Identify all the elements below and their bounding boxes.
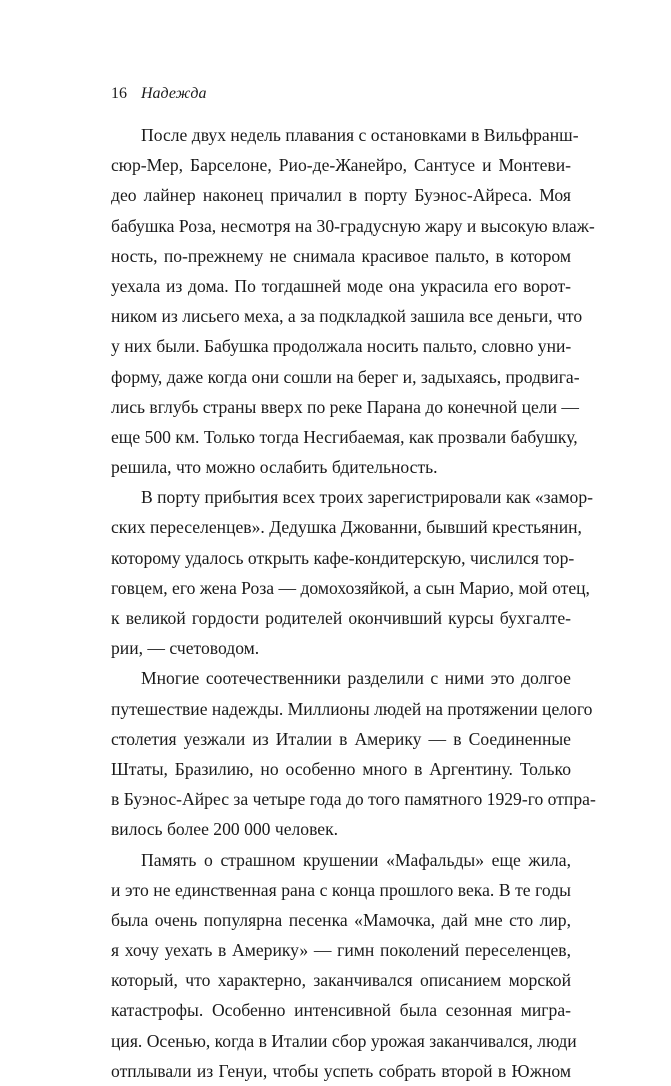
body-text	[111, 120, 571, 1086]
text-line: в Буэнос-Айрес за четыре года до того памятного 1929-го отпра-	[111, 784, 571, 814]
text-line: Многие соотечественники разделили с ними это долгое	[111, 663, 571, 693]
text-line: решила, что можно ослабить бдительность.	[111, 452, 571, 482]
text-line: ность, по-прежнему не снимала красивое пальто, в котором	[111, 241, 571, 271]
text-line: и это не единственная рана с конца прошлого века. В те годы	[111, 875, 571, 905]
section-title: Надежда	[141, 85, 207, 102]
text-line: ских переселенцев». Дедушка Джованни, бывший крестьянин,	[111, 512, 571, 542]
text-line: После двух недель плавания с остановками в Вильфранш-	[111, 120, 571, 150]
paragraph	[111, 482, 571, 663]
text-line: к великой гордости родителей окончивший курсы бухгалте-	[111, 603, 571, 633]
text-line: лись вглубь страны вверх по реке Парана до конечной цели —	[111, 392, 571, 422]
text-line: форму, даже когда они сошли на берег и, задыхаясь, продвига-	[111, 362, 571, 392]
paragraph	[111, 663, 571, 844]
running-head	[111, 84, 207, 104]
text-line: еще 500 км. Только тогда Несгибаемая, как прозвали бабушку,	[111, 422, 571, 452]
text-line: которому удалось открыть кафе-кондитерскую, числился тор-	[111, 543, 571, 573]
text-line: у них были. Бабушка продолжала носить пальто, словно уни-	[111, 331, 571, 361]
text-line: ником из лисьего меха, а за подкладкой зашила все деньги, что	[111, 301, 571, 331]
text-line: уехала из дома. По тогдашней моде она украсила его ворот-	[111, 271, 571, 301]
text-line: была очень популярна песенка «Мамочка, дай мне сто лир,	[111, 905, 571, 935]
text-line: путешествие надежды. Миллионы людей на протяжении целого	[111, 694, 571, 724]
text-line: Штаты, Бразилию, но особенно много в Аргентину. Только	[111, 754, 571, 784]
paragraph	[111, 120, 571, 482]
text-line: катастрофы. Особенно интенсивной была сезонная мигра-	[111, 995, 571, 1025]
text-line: рии, — счетоводом.	[111, 633, 571, 663]
page-number: 16	[111, 85, 127, 102]
text-line: я хочу уехать в Америку» — гимн поколений переселенцев,	[111, 935, 571, 965]
text-line: ция. Осенью, когда в Италии сбор урожая заканчивался, люди	[111, 1026, 571, 1056]
text-line: сюр-Мер, Барселоне, Рио-де-Жанейро, Сантусе и Монтеви-	[111, 150, 571, 180]
text-line: говцем, его жена Роза — домохозяйкой, а сын Марио, мой отец,	[111, 573, 571, 603]
text-line: который, что характерно, заканчивался описанием морской	[111, 965, 571, 995]
text-line: отплывали из Генуи, чтобы успеть собрать второй в Южном	[111, 1056, 571, 1086]
text-line: В порту прибытия всех троих зарегистрировали как «замор-	[111, 482, 571, 512]
paragraph	[111, 845, 571, 1086]
text-line: део лайнер наконец причалил в порту Буэнос-Айреса. Моя	[111, 180, 571, 210]
text-line: Память о страшном крушении «Мафальды» еще жила,	[111, 845, 571, 875]
text-line: бабушка Роза, несмотря на 30-градусную жару и высокую влаж-	[111, 211, 571, 241]
text-line: вилось более 200 000 человек.	[111, 814, 571, 844]
text-line: столетия уезжали из Италии в Америку — в Соединенные	[111, 724, 571, 754]
